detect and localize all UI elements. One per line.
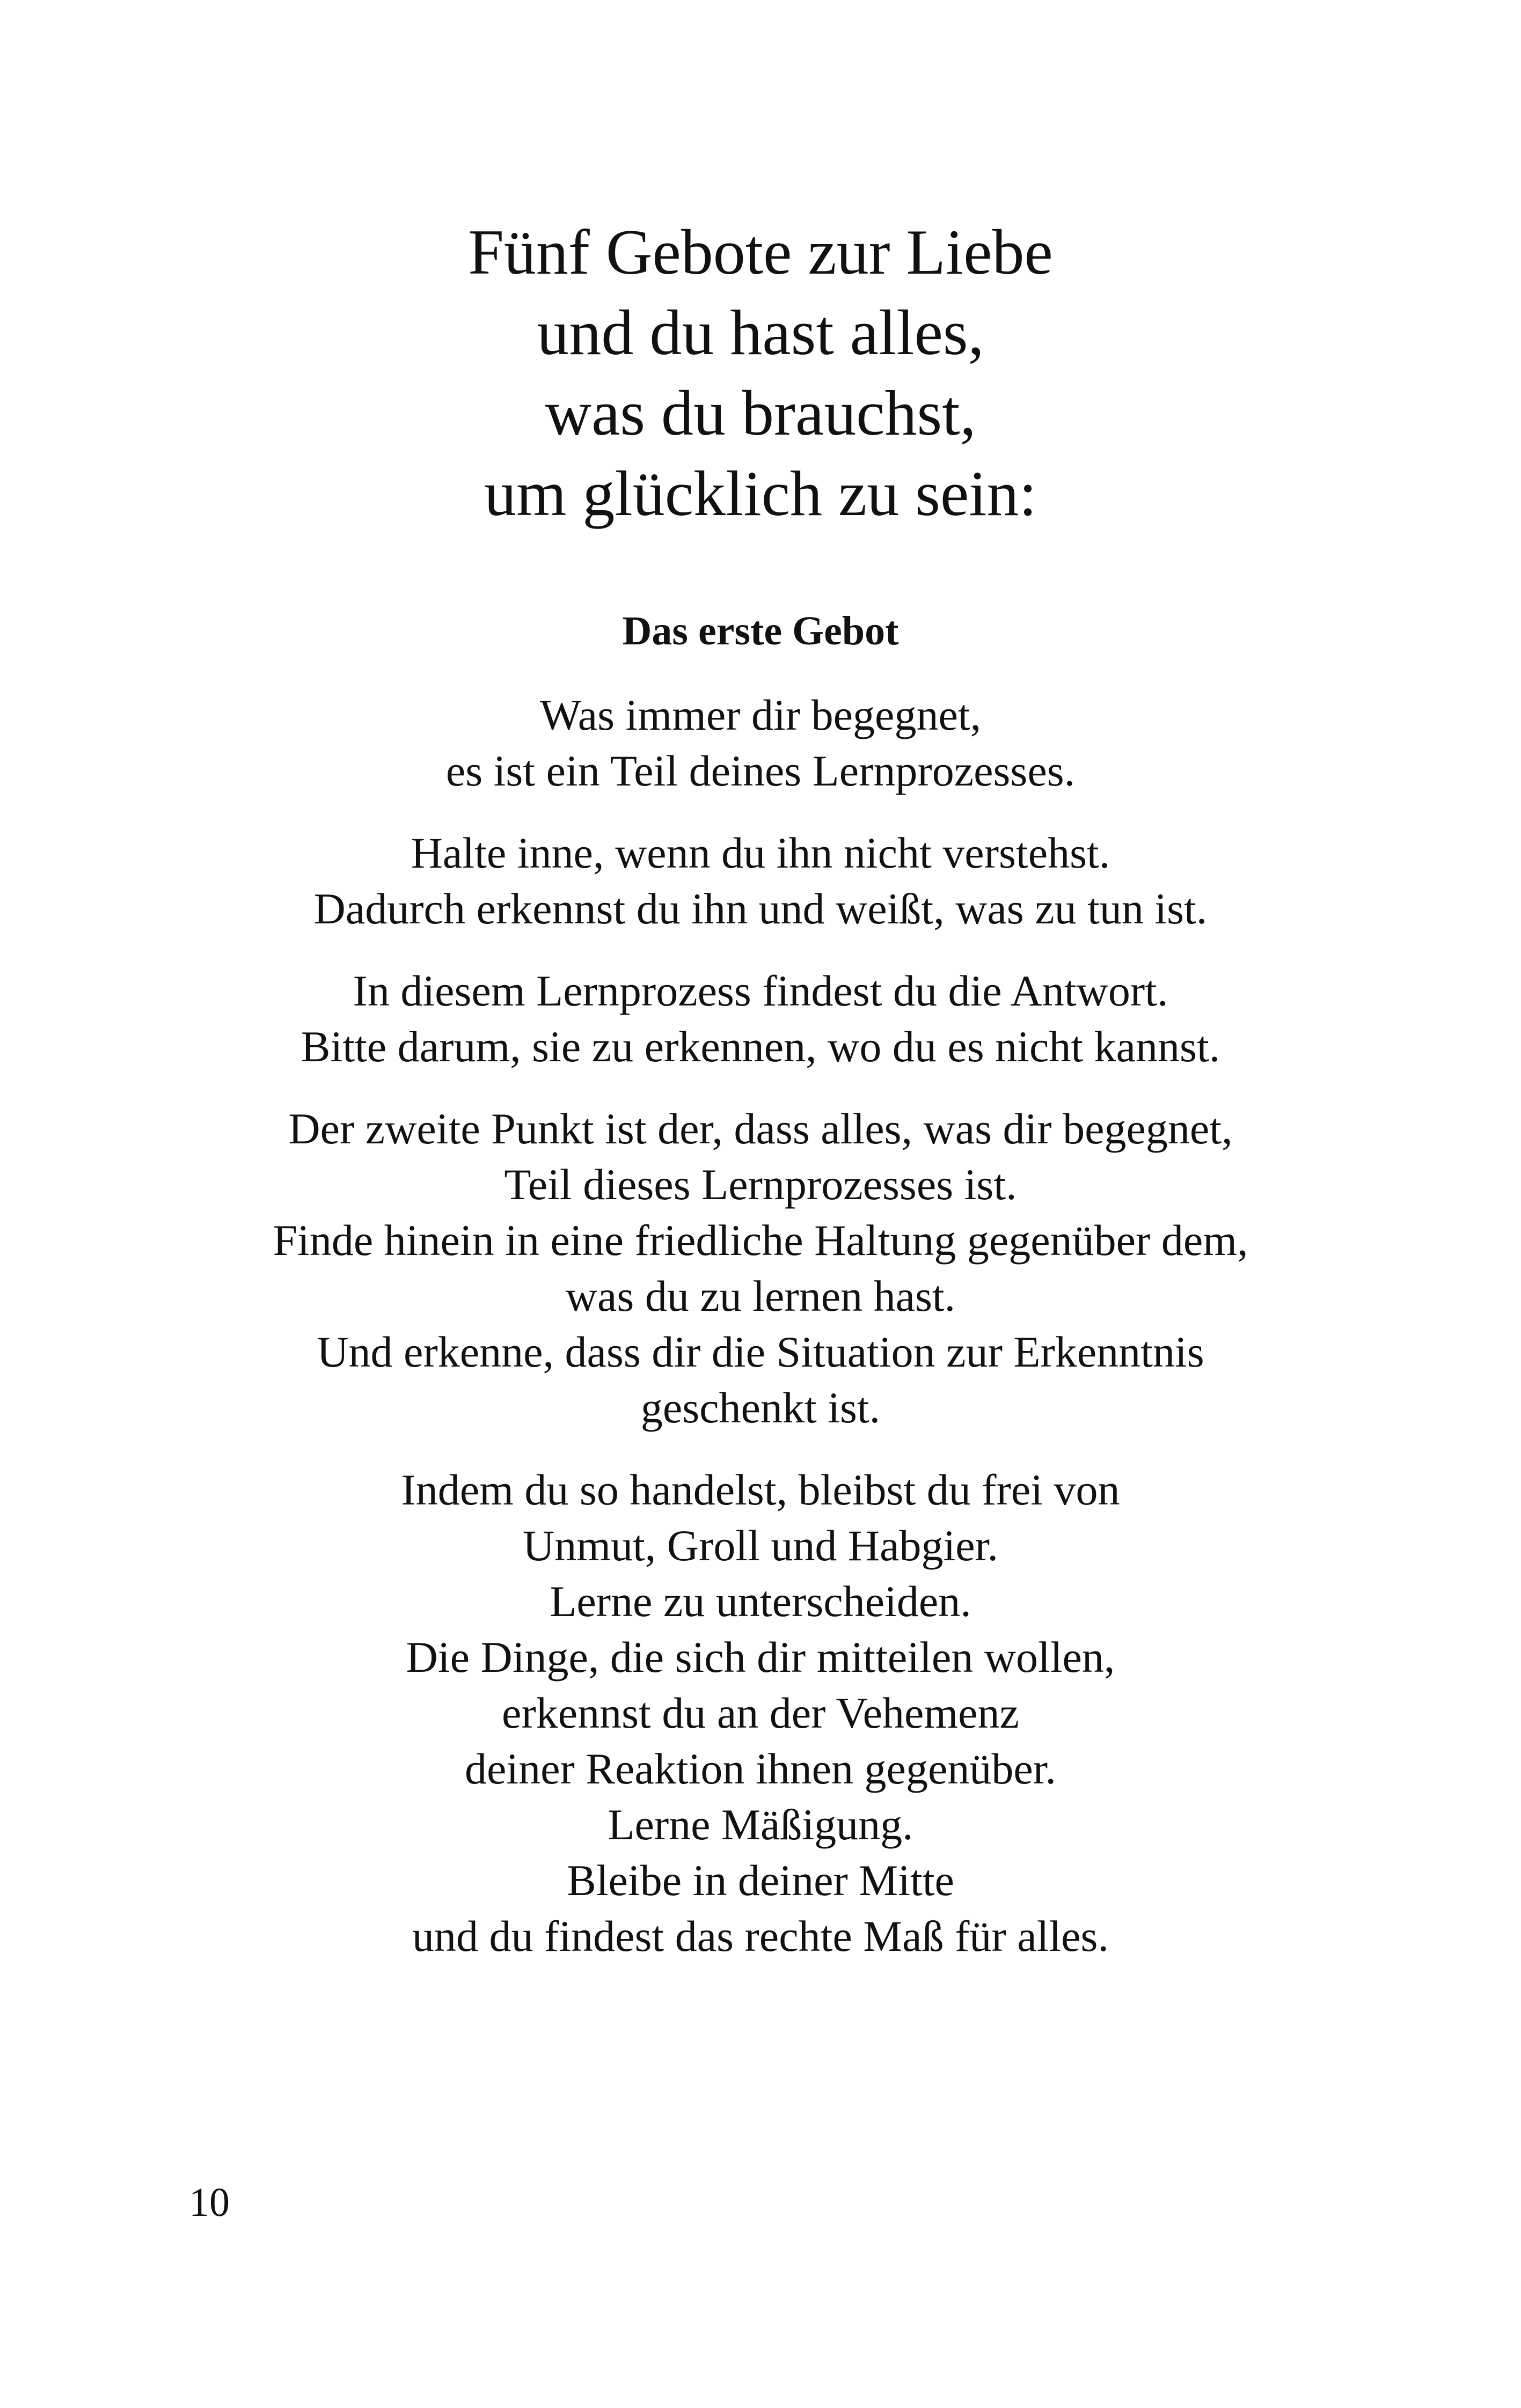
verse-line: erkennst du an der Vehemenz [502, 1688, 1019, 1737]
title-line: Fünf Gebote zur Liebe [468, 216, 1053, 288]
verse-line: Lerne Mäßigung. [608, 1800, 913, 1849]
page-title [0, 212, 1521, 534]
poem-body [0, 687, 1521, 1991]
verse-line: deiner Reaktion ihnen gegenüber. [464, 1744, 1057, 1793]
title-line: und du hast alles, [537, 297, 984, 368]
verse-line: Indem du so handelst, bleibst du frei von [401, 1465, 1120, 1514]
verse-line: Halte inne, wenn du ihn nicht verstehst. [411, 828, 1110, 877]
verse-line: Dadurch erkennst du ihn und weißt, was zu tun ist. [313, 884, 1208, 933]
stanza [0, 1101, 1521, 1436]
verse-line: Finde hinein in eine friedliche Haltung gegenüber dem, [273, 1216, 1248, 1265]
title-line: was du brauchst, [545, 377, 976, 449]
stanza [0, 963, 1521, 1075]
verse-line: Die Dinge, die sich dir mitteilen wollen, [406, 1633, 1115, 1682]
stanza [0, 1462, 1521, 1964]
page-number: 10 [189, 2180, 230, 2225]
title-line: um glücklich zu sein: [484, 458, 1037, 529]
verse-line: Bitte darum, sie zu erkennen, wo du es nicht kannst. [301, 1022, 1220, 1071]
verse-line: es ist ein Teil deines Lernprozesses. [445, 746, 1076, 795]
verse-line: Bleibe in deiner Mitte [567, 1856, 954, 1905]
section-heading: Das erste Gebot [622, 608, 899, 654]
verse-line: Teil dieses Lernprozesses ist. [504, 1160, 1017, 1209]
verse-line: Und erkenne, dass dir die Situation zur Erkenntnis [317, 1327, 1204, 1376]
verse-line: Der zweite Punkt ist der, dass alles, was dir begegnet, [288, 1104, 1233, 1153]
verse-line: geschenkt ist. [640, 1383, 881, 1432]
verse-line: was du zu lernen hast. [565, 1272, 956, 1320]
verse-line: Lerne zu unterscheiden. [550, 1577, 971, 1626]
stanza [0, 687, 1521, 799]
verse-line: und du findest das rechte Maß für alles. [412, 1912, 1109, 1961]
stanza [0, 825, 1521, 937]
verse-line: In diesem Lernprozess findest du die Antwort. [353, 966, 1168, 1015]
verse-line: Unmut, Groll und Habgier. [523, 1521, 998, 1570]
verse-line: Was immer dir begegnet, [539, 691, 982, 739]
